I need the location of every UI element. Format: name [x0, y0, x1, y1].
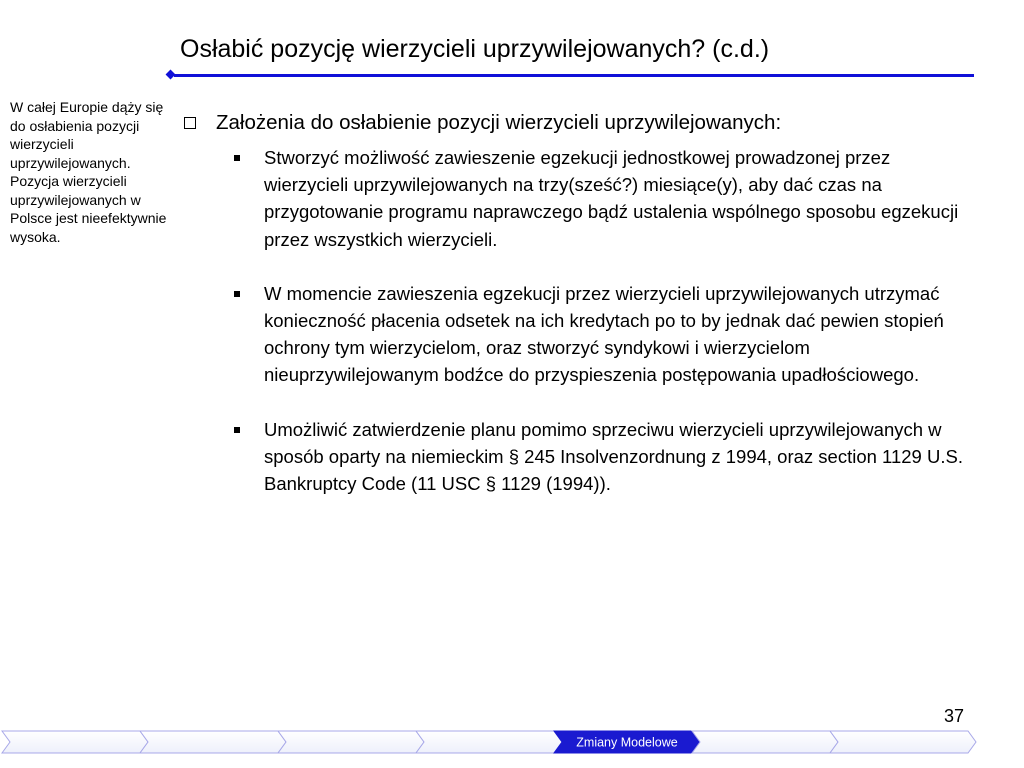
page-number: 37 [943, 706, 964, 726]
nav-segment[interactable] [2, 731, 148, 753]
section-heading [184, 110, 974, 136]
side-note: W całej Europie dąży się do osłabienia pozycji wierzycieli uprzywilejowanych. Pozycja wierzycieli uprzywilejowanych w Polsce jest nieefektywnie wysoka. [10, 99, 167, 245]
section-heading-text: Założenia do osłabienie pozycji wierzycieli uprzywilejowanych: [216, 111, 782, 134]
nav-segment[interactable] [830, 731, 976, 753]
bullet-text: W momencie zawieszenia egzekucji przez wierzycieli uprzywilejowanych utrzymać konieczność płacenia odsetek na ich kredytach po to by jednak dać pewien stopień ochrony tym wierzycielom, oraz stworzyć syndykowi i wierzycielom nieuprzywilejowanym bodźce do przyspieszenia postępowania upadłościowego. [264, 282, 944, 386]
slide-title: Osłabić pozycję wierzycieli uprzywilejowanych? (c.d.) [180, 35, 770, 63]
bullet-list [184, 144, 974, 497]
bullet-item [234, 280, 974, 389]
bullet-item [234, 144, 974, 253]
bullet-text: Umożliwić zatwierdzenie planu pomimo sprzeciwu wierzycieli uprzywilejowanych w sposób oparty na niemieckim § 245 Insolvenzordnung z 1994, oraz section 1129 U.S. Bankruptcy Code (11 USC § 1129 (1994)). [264, 418, 963, 495]
bullet-item [234, 416, 974, 498]
checkbox-bullet-icon [184, 117, 196, 129]
square-bullet-icon [234, 155, 240, 161]
nav-segment[interactable] [140, 731, 286, 753]
section-navigation-bar [0, 727, 1024, 757]
nav-segment[interactable] [416, 731, 562, 753]
slide-content [184, 110, 974, 524]
bullet-text: Stworzyć możliwość zawieszenie egzekucji jednostkowej prowadzonej przez wierzycieli uprzywilejowanych na trzy(sześć?) miesiące(y), aby dać czas na przygotowanie programu naprawczego bądź ustalenia wspólnego sposobu egzekucji przez wszystkich wierzycieli. [264, 147, 959, 250]
nav-segment-label: Zmiany Modelowe [576, 735, 678, 750]
square-bullet-icon [234, 427, 240, 433]
nav-segment[interactable] [278, 731, 424, 753]
section-navigation-svg [0, 727, 1024, 757]
square-bullet-icon [234, 291, 240, 297]
title-underline [174, 74, 974, 77]
nav-segment[interactable] [692, 731, 838, 753]
